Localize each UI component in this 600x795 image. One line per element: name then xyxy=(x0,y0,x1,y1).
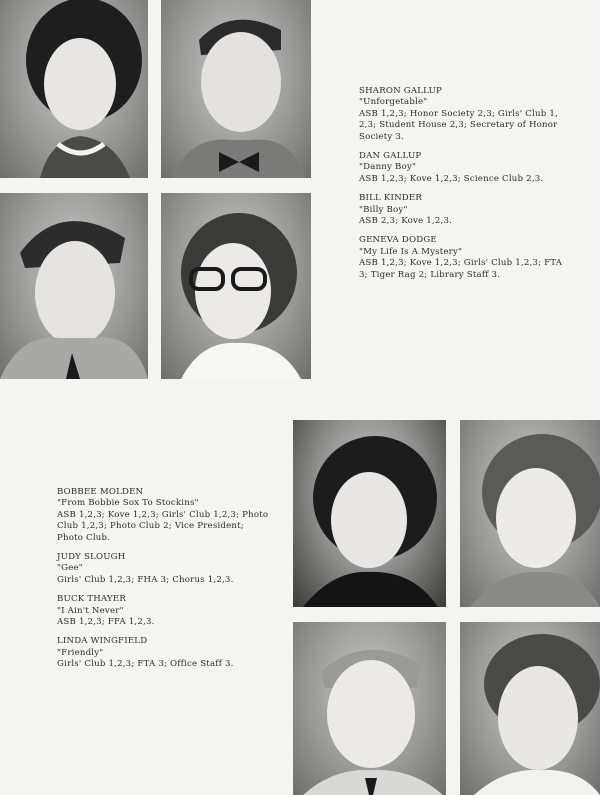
student-name: LINDA WINGFIELD xyxy=(57,636,148,647)
student-name: DAN GALLUP xyxy=(359,151,422,162)
student-name: GENEVA DODGE xyxy=(359,235,437,246)
portrait-image xyxy=(293,420,446,607)
student-name: JUDY SLOUGH xyxy=(57,552,126,563)
bio-entry xyxy=(57,552,269,586)
student-activities: ASB 1,2,3; Kove 1,2,3; Girls' Club 1,2,3; Photo Club 1,2,3; Photo Club 2; Vice President; Photo Club. xyxy=(57,509,269,543)
student-nickname: "I Ain't Never" xyxy=(57,605,124,616)
portrait-buck-thayer xyxy=(293,622,446,795)
portrait-linda-wingfield xyxy=(460,622,600,795)
student-nickname: "Billy Boy" xyxy=(359,204,408,215)
bio-entry xyxy=(57,636,269,670)
portrait-image xyxy=(460,420,600,607)
student-activities: Girls' Club 1,2,3; FHA 3; Chorus 1,2,3. xyxy=(57,574,234,585)
student-activities: Girls' Club 1,2,3; FTA 3; Office Staff 3. xyxy=(57,659,234,670)
bio-entry xyxy=(359,193,571,227)
bio-entry xyxy=(359,235,571,281)
student-nickname: "Danny Boy" xyxy=(359,162,417,173)
portrait-image xyxy=(460,622,600,795)
student-activities: ASB 1,2,3; Kove 1,2,3; Science Club 2,3. xyxy=(359,173,544,184)
portrait-sharon-gallup xyxy=(0,0,148,178)
student-nickname: "My Life Is A Mystery" xyxy=(359,246,463,257)
student-activities: ASB 1,2,3; FFA 1,2,3. xyxy=(57,617,155,628)
bio-entry xyxy=(57,487,269,544)
bio-entry xyxy=(359,151,571,185)
bio-entry xyxy=(359,86,571,143)
portrait-bobbee-molden xyxy=(293,420,446,607)
student-nickname: "Gee" xyxy=(57,563,83,574)
portrait-image xyxy=(161,0,311,178)
portrait-image xyxy=(0,193,148,379)
portrait-judy-slough xyxy=(460,420,600,607)
student-activities: ASB 2,3; Kove 1,2,3. xyxy=(359,216,453,227)
portrait-image xyxy=(161,193,311,379)
student-nickname: "From Bobbie Sox To Stockins" xyxy=(57,498,199,509)
portrait-dan-gallup xyxy=(161,0,311,178)
student-nickname: "Unforgetable" xyxy=(359,97,428,108)
portrait-bill-kinder xyxy=(0,193,148,379)
student-activities: ASB 1,2,3; Kove 1,2,3; Girls' Club 1,2,3; FTA 3; Tiger Rag 2; Library Staff 3. xyxy=(359,258,563,280)
bio-block-top xyxy=(359,86,571,289)
bio-block-bottom xyxy=(57,487,269,679)
student-name: BOBBEE MOLDEN xyxy=(57,487,144,497)
student-nickname: "Friendly" xyxy=(57,647,104,658)
student-name: BILL KINDER xyxy=(359,193,423,204)
student-name: SHARON GALLUP xyxy=(359,86,442,96)
portrait-geneva-dodge xyxy=(161,193,311,379)
student-activities: ASB 1,2,3; Honor Society 2,3; Girls' Club 1, 2,3; Student House 2,3; Secretary of Honor Society 3. xyxy=(359,108,558,142)
portrait-image xyxy=(293,622,446,795)
student-name: BUCK THAYER xyxy=(57,594,126,605)
bio-entry xyxy=(57,594,269,628)
portrait-image xyxy=(0,0,148,178)
